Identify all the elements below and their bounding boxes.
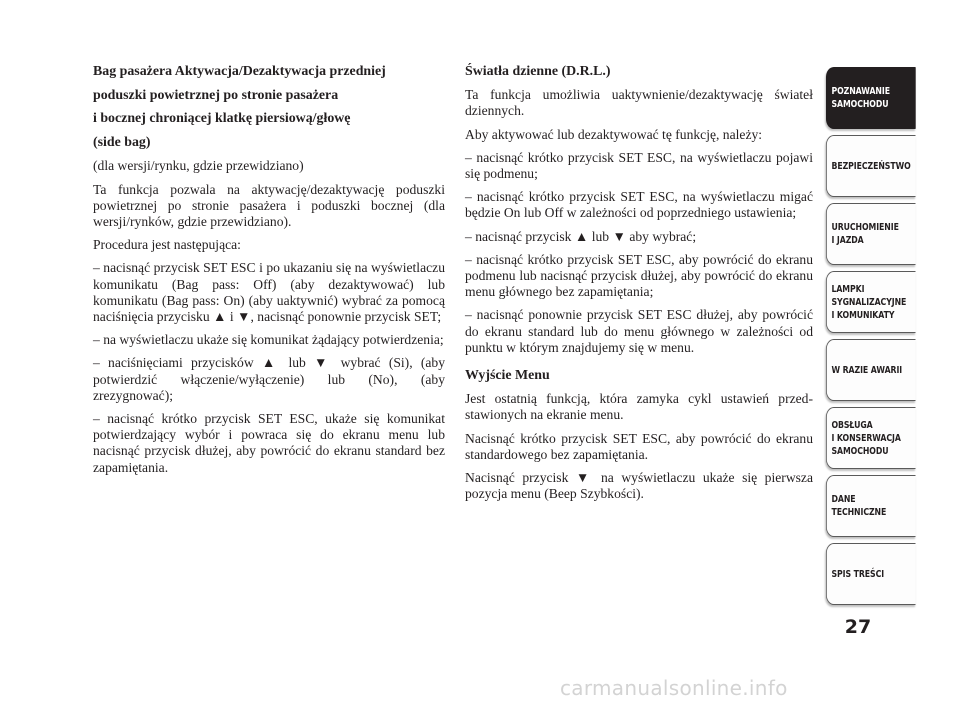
tab-label: OBSŁUGA I KONSERWACJA SAMOCHODU bbox=[831, 419, 901, 457]
tab-uruchomienie-i-jazda[interactable] bbox=[826, 203, 916, 265]
right-paragraph: – nacisnąć przycisk ▲ lub ▼ aby wybrać; bbox=[465, 228, 697, 244]
tab-w-razie-awarii[interactable] bbox=[826, 339, 916, 401]
tab-lampki-sygnalizacyjne[interactable] bbox=[826, 271, 916, 333]
right-paragraph: – nacisnąć krótko przycisk SET ESC, na wyświetlaczu migać będzie On lub Off w zależności od poprzedniego ustawienia; bbox=[465, 189, 813, 221]
left-paragraph: Procedura jest następująca: bbox=[93, 237, 241, 253]
left-paragraph: Ta funkcja pozwala na aktywację/dezaktywację poduszki powietrznej po stronie pasażera i poduszki bocznej (dla wersji/rynków, gdzie przewidziano). bbox=[93, 181, 445, 229]
tab-label: DANE TECHNICZNE bbox=[831, 494, 887, 518]
left-heading-line: Bag pasażera Aktywacja/Dezaktywacja przedniej bbox=[93, 64, 386, 79]
left-paragraph: – na wyświetlaczu ukaże się komunikat żądający potwierdzenia; bbox=[93, 332, 444, 348]
right-paragraph: Ta funkcja umożliwia uaktywnienie/dezaktywację świateł dziennych. bbox=[465, 87, 813, 119]
right-paragraph: – nacisnąć krótko przycisk SET ESC, aby powrócić do ekranu podmenu lub nacisnąć przycisk dłużej, aby powrócić do ekranu menu głównego bez zapamiętania; bbox=[465, 251, 813, 300]
left-heading bbox=[93, 64, 445, 151]
left-heading-line: poduszki powietrznej po stronie pasażera bbox=[93, 87, 339, 103]
right-paragraph: Jest ostatnią funkcją, która zamyka cykl ustawień przed-stawionych na ekranie menu. bbox=[465, 391, 813, 423]
left-paragraph: – naciśnięciami przycisków ▲ lub ▼ wybrać (Si), (aby potwierdzić włączenie/wyłączenie) lub (No), (aby zrezygnować); bbox=[93, 355, 445, 403]
tab-dane-techniczne[interactable] bbox=[826, 475, 916, 537]
right-paragraph: Nacisnąć przycisk ▼ na wyświetlaczu ukaże się pierwsza pozycja menu (Beep Szybkości). bbox=[465, 470, 813, 502]
tab-obsluga-i-konserwacja[interactable] bbox=[826, 407, 916, 469]
tab-spis-tresci[interactable] bbox=[826, 543, 916, 605]
tab-label: SPIS TREŚCI bbox=[831, 568, 885, 580]
tab-poznawanie-samochodu[interactable] bbox=[826, 67, 916, 129]
menu-exit-heading: Wyjście Menu bbox=[465, 368, 550, 384]
left-paragraph: – nacisnąć krótko przycisk SET ESC, ukaże się komunikat potwierdzający wybór i powraca się do ekranu menu lub nacisnąć przycisk dłużej, aby powrócić do ekranu standard bez zapamiętania. bbox=[93, 411, 445, 475]
left-paragraph: – nacisnąć przycisk SET ESC i po ukazaniu się na wyświetlaczu komunikatu (Bag pass: Off) (aby dezaktywować) lub komunikatu (Bag pass: On) (aby uaktywnić) wybrać za pomocą naciśnięcia przycisku ▲ i ▼, nacisnąć ponownie przycisk SET; bbox=[93, 260, 445, 324]
right-paragraph: – nacisnąć ponownie przycisk SET ESC dłużej, aby powrócić do ekranu standard lub do menu głównego w zależności od punktu w którym znajdujemy się w menu. bbox=[465, 307, 813, 355]
left-heading-line: (side bag) bbox=[93, 134, 151, 150]
tab-label: POZNAWANIE SAMOCHODU bbox=[831, 86, 890, 110]
tab-label: W RAZIE AWARII bbox=[831, 364, 903, 376]
watermark: carmanualsonline.info bbox=[560, 676, 788, 700]
tab-label: URUCHOMIENIE I JAZDA bbox=[831, 222, 899, 246]
right-paragraph: Nacisnąć krótko przycisk SET ESC, aby powrócić do ekranu standardowego bez zapamiętania. bbox=[465, 430, 813, 462]
chapter-tabs bbox=[826, 67, 916, 611]
right-paragraph: Aby aktywować lub dezaktywować tę funkcję, należy: bbox=[465, 126, 763, 142]
page-number: 27 bbox=[844, 616, 872, 638]
left-heading-line: i bocznej chroniącej klatkę piersiową/głowę bbox=[93, 111, 351, 127]
tab-label: LAMPKI SYGNALIZACYJNE I KOMUNIKATY bbox=[831, 283, 907, 321]
tab-label: BEZPIECZEŃSTWO bbox=[831, 160, 911, 172]
left-column bbox=[93, 64, 445, 483]
right-column bbox=[465, 64, 813, 509]
right-paragraph: – nacisnąć krótko przycisk SET ESC, na wyświetlaczu pojawi się podmenu; bbox=[465, 149, 813, 182]
drl-heading: Światła dzienne (D.R.L.) bbox=[465, 64, 611, 79]
left-subline: (dla wersji/rynku, gdzie przewidziano) bbox=[93, 158, 304, 174]
tab-bezpieczenstwo[interactable] bbox=[826, 135, 916, 197]
